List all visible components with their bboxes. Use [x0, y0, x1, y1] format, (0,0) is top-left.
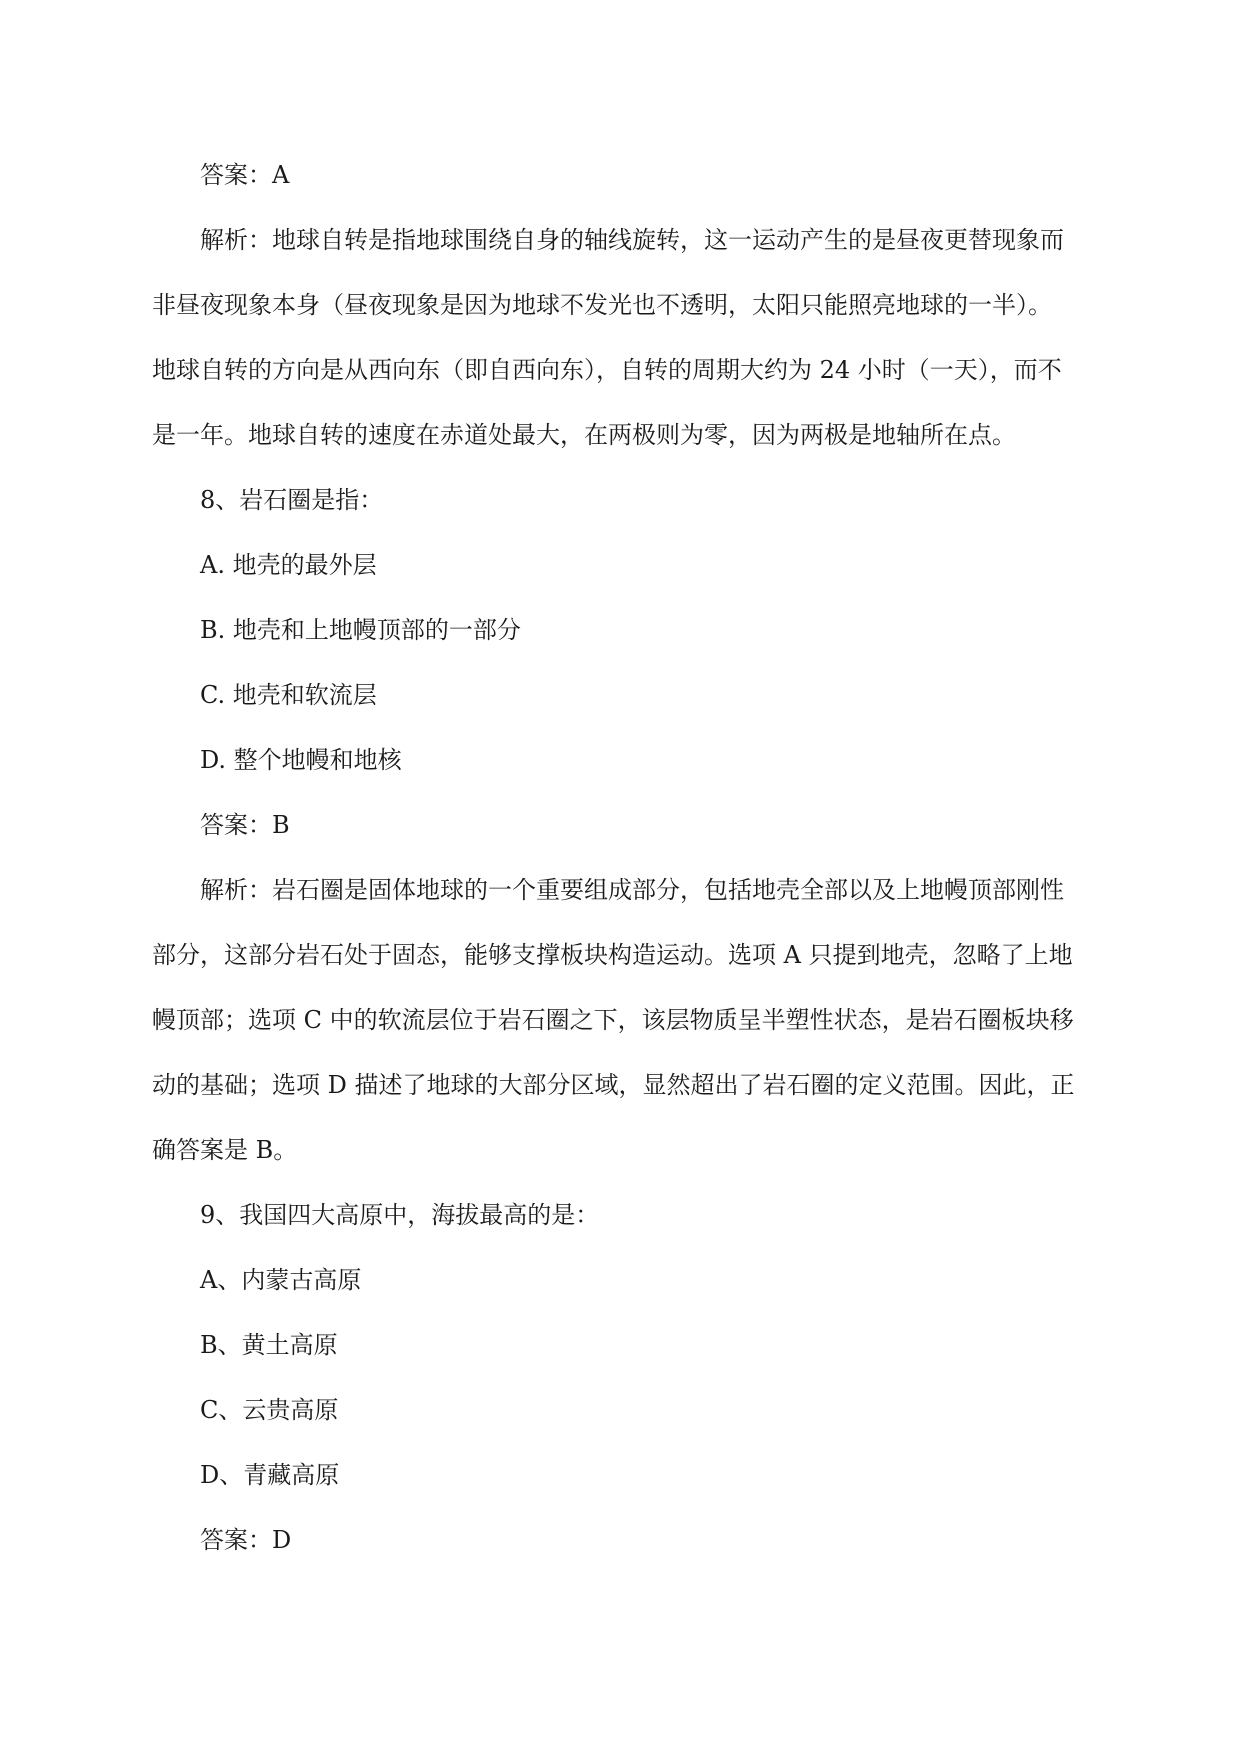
- explanation-line: 非昼夜现象本身（昼夜现象是因为地球不发光也不透明，太阳只能照亮地球的一半）。: [152, 291, 1052, 319]
- explanation-line: 部分，这部分岩石处于固态，能够支撑板块构造运动。选项 A 只提到地壳，忽略了上地: [152, 941, 1073, 969]
- answer-line: 答案：B: [200, 811, 290, 839]
- explanation-line: 地球自转的方向是从西向东（即自西向东），自转的周期大约为 24 小时（一天），而不: [152, 356, 1062, 384]
- explanation-line: 确答案是 B。: [152, 1136, 298, 1164]
- answer-line: 答案：A: [200, 161, 290, 189]
- answer-option: B. 地壳和上地幔顶部的一部分: [200, 616, 521, 644]
- answer-option: C. 地壳和软流层: [200, 681, 377, 709]
- explanation-line: 动的基础；选项 D 描述了地球的大部分区域，显然超出了岩石圈的定义范围。因此，正: [152, 1071, 1075, 1099]
- answer-option: D. 整个地幔和地核: [200, 746, 402, 774]
- explanation-paragraph: [152, 858, 1092, 1183]
- explanation-line: 解析：岩石圈是固体地球的一个重要组成部分，包括地壳全部以及上地幔顶部刚性: [200, 876, 1064, 904]
- answer-option: D、青藏高原: [200, 1461, 340, 1489]
- answer-option: A、内蒙古高原: [200, 1266, 362, 1294]
- explanation-paragraph: [152, 208, 1092, 468]
- question-stem: 9、我国四大高原中，海拔最高的是：: [200, 1201, 600, 1229]
- explanation-line: 幔顶部；选项 C 中的软流层位于岩石圈之下，该层物质呈半塑性状态，是岩石圈板块移: [152, 1006, 1074, 1034]
- question-stem: 8、岩石圈是指：: [200, 486, 384, 514]
- answer-line: 答案：D: [200, 1526, 292, 1554]
- document-body: [152, 143, 1092, 1573]
- answer-option: C、云贵高原: [200, 1396, 339, 1424]
- explanation-line: 解析：地球自转是指地球围绕自身的轴线旋转，这一运动产生的是昼夜更替现象而: [200, 226, 1064, 254]
- explanation-line: 是一年。地球自转的速度在赤道处最大，在两极则为零，因为两极是地轴所在点。: [152, 421, 1016, 449]
- answer-option: B、黄土高原: [200, 1331, 338, 1359]
- answer-option: A. 地壳的最外层: [200, 551, 377, 579]
